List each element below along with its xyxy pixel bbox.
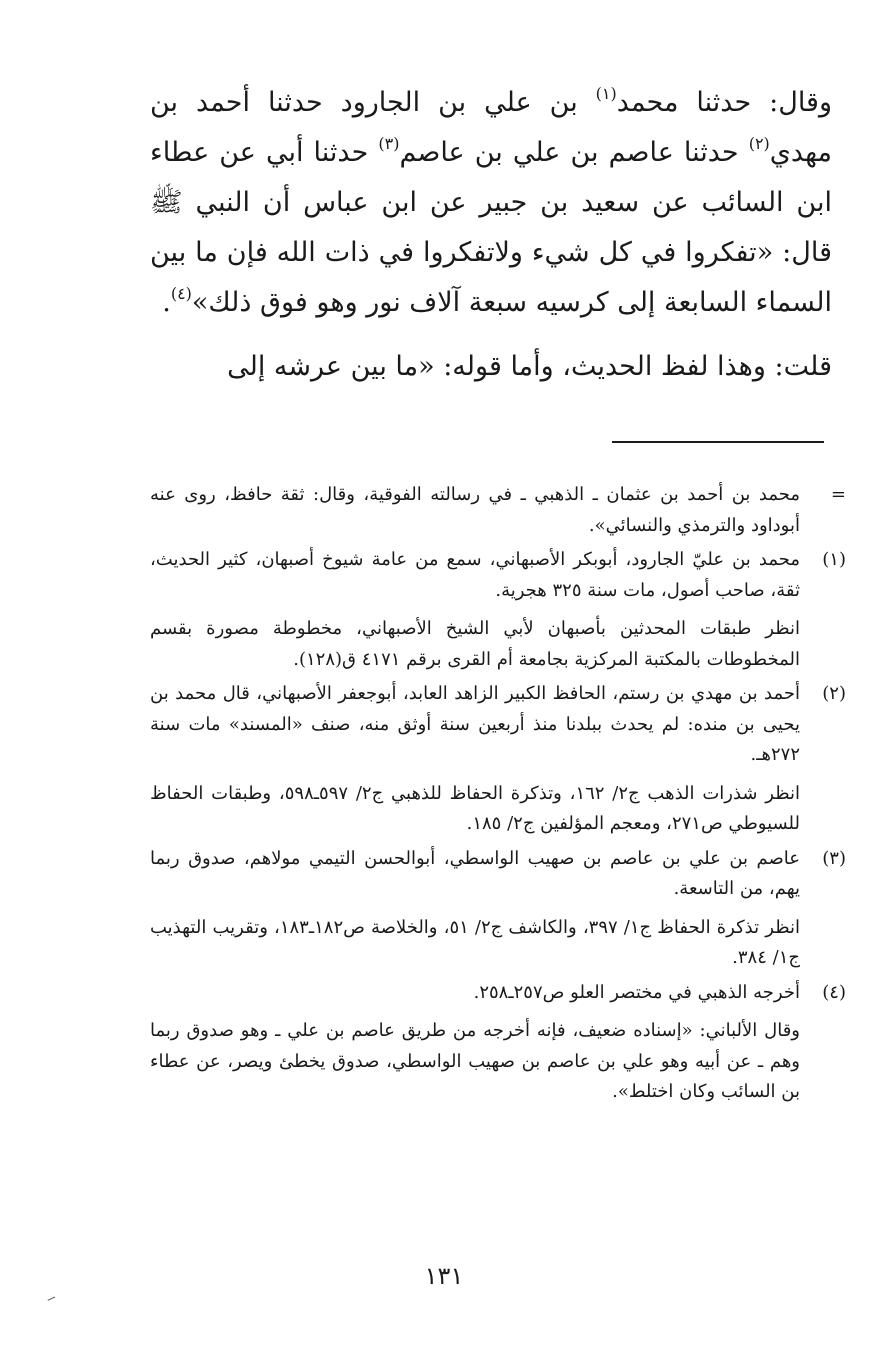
text-segment: حدثنا عاصم بن علي بن عاصم — [399, 137, 749, 168]
footnote-body — [150, 545, 800, 675]
footnote-paragraph: عاصم بن علي بن عاصم بن صهيب الواسطي، أبوالحسن التيمي مولاهم، صدوق ربما يهم، من التاسعة. — [150, 847, 800, 899]
footnote-paragraph: انظر تذكرة الحفاظ ج١/ ٣٩٧، والكاشف ج٢/ ٥١، والخلاصة ص١٨٢ـ١٨٣، وتقريب التهذيب ج١/ ٣٨٤. — [150, 916, 800, 968]
scan-mark — [48, 1296, 57, 1303]
footnote-2 — [150, 679, 846, 840]
footnote-ref-4: (٤) — [170, 284, 192, 303]
footnote-number: (١) — [822, 549, 846, 570]
footnote-body — [150, 480, 800, 541]
main-text — [150, 78, 832, 406]
footnote-number: (٢) — [822, 683, 846, 704]
footnote-separator — [612, 441, 824, 443]
text-segment: . — [162, 287, 171, 318]
footnote-number: (٤) — [822, 981, 846, 1003]
footnote-number: (٣) — [822, 847, 846, 869]
footnote-marker: = — [830, 484, 846, 505]
footnote-ref-2: (٢) — [748, 134, 770, 153]
footnote-1 — [150, 545, 846, 675]
footnote-3 — [150, 844, 846, 974]
footnote-paragraph: أخرجه الذهبي في مختصر العلو ص٢٥٧ـ٢٥٨. — [473, 981, 800, 1003]
footnote-paragraph: محمد بن عليّ الجارود، أبوبكر الأصبهاني، سمع من عامة شيوخ أصبهان، كثير الحديث، ثقة، صاحب أصول، مات سنة ٣٢٥ هجرية. — [150, 549, 800, 601]
page-number: ١٣١ — [424, 1262, 464, 1290]
footnote-ref-1: (١) — [595, 84, 617, 103]
footnote-4 — [150, 978, 846, 1108]
footnote-body — [150, 679, 800, 840]
footnote-body — [150, 978, 800, 1108]
footnote-paragraph: انظر شذرات الذهب ج٢/ ١٦٢، وتذكرة الحفاظ للذهبي ج٢/ ٥٩٧ـ٥٩٨، وطبقات الحفاظ للسيوطي ص٢٧١، ومعجم المؤلفين ج٢/ ١٨٥. — [150, 782, 800, 834]
main-paragraph-2: قلت: وهذا لفظ الحديث، وأما قوله: «ما بين عرشه إلى — [227, 351, 832, 382]
text-segment: حدثنا أبي عن عطاء ابن السائب عن سعيد بن جبير عن ابن عباس أن النبي ﷺ قال: «تفكروا في كل شيء ولاتفكروا في ذات الله فإن ما بين السماء السابعة إلى كرسيه سبعة آلاف نور وهو فوق ذلك» — [150, 137, 832, 318]
footnote-body — [150, 844, 800, 974]
footnote-paragraph: انظر طبقات المحدثين بأصبهان لأبي الشيخ الأصبهاني، مخطوطة مصورة بقسم المخطوطات بالمكتبة المركزية بجامعة أم القرى برقم ٤١٧١ ق(١٢٨). — [150, 618, 800, 670]
footnote-paragraph: محمد بن أحمد بن عثمان ـ الذهبي ـ في رسالته الفوقية، وقال: ثقة حافظ، روى عنه أبوداود والترمذي والنسائي». — [150, 484, 800, 536]
footnote-continuation — [150, 480, 846, 541]
main-paragraph-1 — [150, 78, 832, 328]
text-segment: بن علي بن الجارود حدثنا أحمد بن مهدي — [150, 87, 832, 168]
footnote-ref-3: (٣) — [378, 134, 400, 153]
footnote-paragraph: وقال الألباني: «إسناده ضعيف، فإنه أخرجه من طريق عاصم بن علي ـ وهو صدوق ربما وهم ـ عن أبيه وهو علي بن عاصم بن صهيب الواسطي، صدوق يخطئ ويصر، عن عطاء بن السائب وكان اختلط». — [150, 1020, 801, 1102]
footnotes — [150, 480, 846, 1112]
text-segment: وقال: حدثنا محمد — [616, 87, 832, 118]
footnote-paragraph: أحمد بن مهدي بن رستم، الحافظ الكبير الزاهد العابد، أبوجعفر الأصبهاني، قال محمد بن يحيى بن منده: لم يحدث ببلدنا منذ أربعين سنة أوثق منه، صنف «المسند» مات سنة ٢٧٢هـ. — [150, 683, 800, 765]
